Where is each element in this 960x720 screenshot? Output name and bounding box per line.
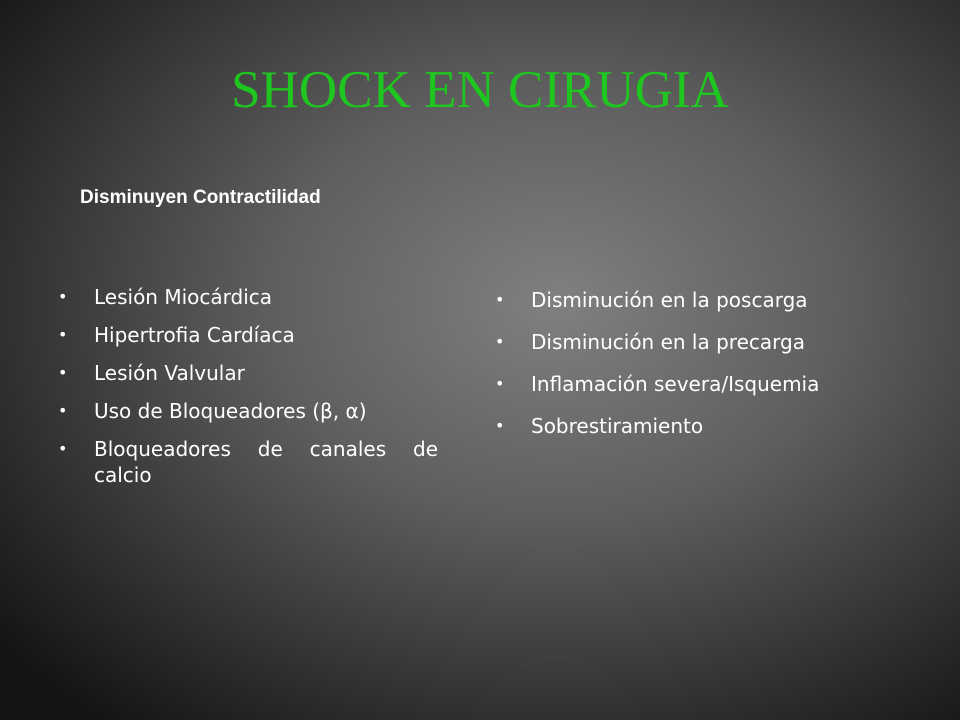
list-item [495, 371, 915, 397]
bullet-icon: • [495, 374, 505, 393]
list-item-text: Bloqueadores de canales de calcio [94, 437, 438, 487]
list-item-text: Disminución en la poscarga [531, 288, 808, 312]
left-bullet-list [58, 284, 438, 500]
list-item-text: Lesión Valvular [94, 361, 245, 385]
list-item-text: Lesión Miocárdica [94, 285, 273, 309]
bullet-icon: • [58, 325, 68, 344]
bullet-icon: • [58, 401, 68, 420]
bullet-icon: • [495, 332, 505, 351]
slide-subtitle: Disminuyen Contractilidad [80, 187, 321, 208]
list-item [58, 360, 438, 386]
bullet-icon: • [495, 416, 505, 435]
list-item-text: Uso de Bloqueadores (β, α) [94, 399, 367, 423]
list-item-text: Hipertrofia Cardíaca [94, 323, 295, 347]
list-item [58, 436, 438, 488]
list-item-text: Sobrestiramiento [531, 414, 704, 438]
bullet-icon: • [58, 363, 68, 382]
bullet-icon: • [58, 439, 68, 458]
list-item [58, 284, 438, 310]
list-item [495, 329, 915, 355]
list-item [58, 322, 438, 348]
list-item-text: Disminución en la precarga [531, 330, 805, 354]
right-bullet-list [495, 287, 915, 455]
list-item [58, 398, 438, 424]
list-item-text: Inflamación severa/Isquemia [531, 372, 820, 396]
bullet-icon: • [58, 287, 68, 306]
bullet-icon: • [495, 290, 505, 309]
list-item [495, 413, 915, 439]
slide-title: SHOCK EN CIRUGIA [231, 61, 729, 119]
list-item [495, 287, 915, 313]
